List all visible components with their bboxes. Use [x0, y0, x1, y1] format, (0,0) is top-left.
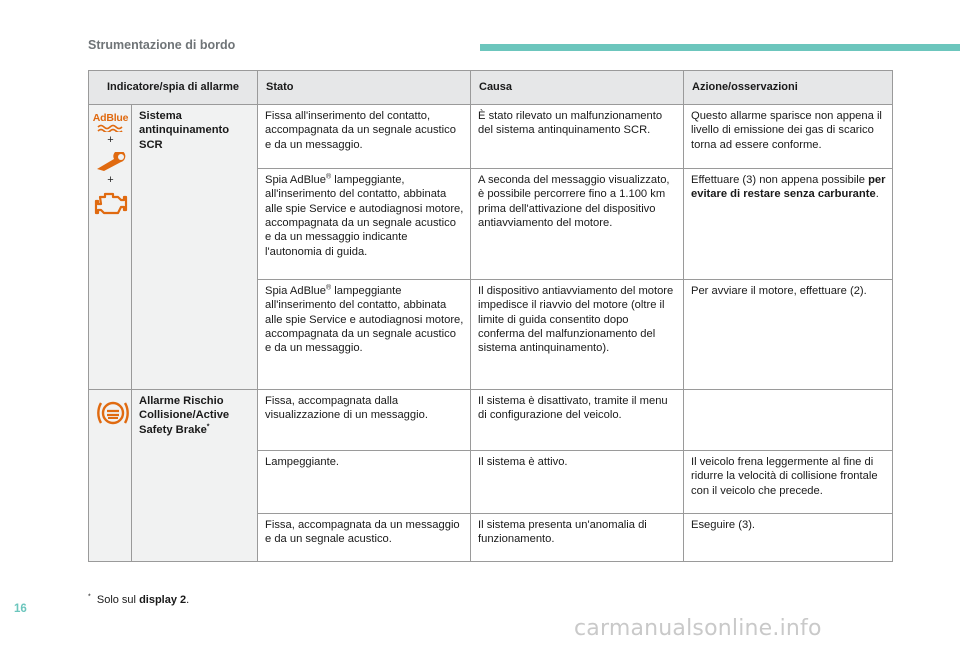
causa-cell: Il dispositivo antiavviamento del motore impedisce il riavvio del motore (oltre il limite di guida consentito dopo conferma del malfunzionamento del sistema antinquinamento).	[471, 280, 684, 390]
azione-cell: Il veicolo frena leggermente al fine di ridurre la velocità di collisione frontale con il veicolo che precede.	[684, 451, 893, 514]
azione-cell: Effettuare (3) non appena possibile per evitare di restare senza carburante.	[684, 169, 893, 280]
table-header-row	[89, 71, 893, 105]
causa-cell: Il sistema è disattivato, tramite il menu di configurazione del veicolo.	[471, 390, 684, 451]
wrench-icon	[94, 152, 128, 172]
causa-cell: Il sistema presenta un'anomalia di funzionamento.	[471, 514, 684, 562]
column-header-indicator: Indicatore/spia di allarme	[89, 71, 258, 105]
collision-alert-icon	[96, 398, 130, 428]
causa-cell: Il sistema è attivo.	[471, 451, 684, 514]
table-row	[89, 105, 893, 169]
engine-icon	[94, 192, 128, 216]
footnote-mark: *	[88, 593, 91, 601]
column-header-azione: Azione/osservazioni	[684, 71, 893, 105]
scr-icons-cell	[89, 105, 132, 390]
stato-cell: Fissa, accompagnata dalla visualizzazione di un messaggio.	[258, 390, 471, 451]
footnote: * Solo sul display 2.	[88, 593, 190, 606]
azione-cell	[684, 390, 893, 451]
page-number: 16	[14, 603, 27, 615]
causa-cell: A seconda del messaggio visualizzato, è possibile percorrere fino a 1.100 km prima dell'attivazione del dispositivo antiavviamento del motore.	[471, 169, 684, 280]
section-title: Strumentazione di bordo	[88, 38, 236, 52]
stato-cell: Fissa, accompagnata da un messaggio e da un segnale acustico.	[258, 514, 471, 562]
stato-cell: Spia AdBlue® lampeggiante, all'inserimento del contatto, abbinata alle spie Service e autodiagnosi motore, accompagnata da un segnale acustico e da un messaggio indicante l'autonomia di guida.	[258, 169, 471, 280]
section-accent-bar	[480, 44, 960, 51]
column-header-stato: Stato	[258, 71, 471, 105]
collision-system-name: Allarme Rischio Collisione/Active Safety Brake*	[132, 390, 258, 562]
plus-sign: +	[107, 134, 114, 146]
azione-cell: Questo allarme sparisce non appena il livello di emissione dei gas di scarico torna ad essere conforme.	[684, 105, 893, 169]
warning-lights-table	[88, 70, 893, 562]
adblue-icon: AdBlue	[93, 113, 129, 132]
plus-sign: +	[107, 174, 114, 186]
table-row	[89, 390, 893, 451]
causa-cell: È stato rilevato un malfunzionamento del sistema antinquinamento SCR.	[471, 105, 684, 169]
collision-icon-cell	[89, 390, 132, 562]
azione-cell: Per avviare il motore, effettuare (2).	[684, 280, 893, 390]
stato-cell: Spia AdBlue® lampeggiante all'inserimento del contatto, abbinata alle spie Service e autodiagnosi motore, accompagnata da un segnale acustico e da un messaggio.	[258, 280, 471, 390]
stato-cell: Fissa all'inserimento del contatto, accompagnata da un segnale acustico e da un messaggio.	[258, 105, 471, 169]
watermark: carmanualsonline.info	[574, 616, 822, 641]
azione-cell: Eseguire (3).	[684, 514, 893, 562]
column-header-causa: Causa	[471, 71, 684, 105]
stato-cell: Lampeggiante.	[258, 451, 471, 514]
scr-system-name: Sistema antinquinamento SCR	[132, 105, 258, 390]
